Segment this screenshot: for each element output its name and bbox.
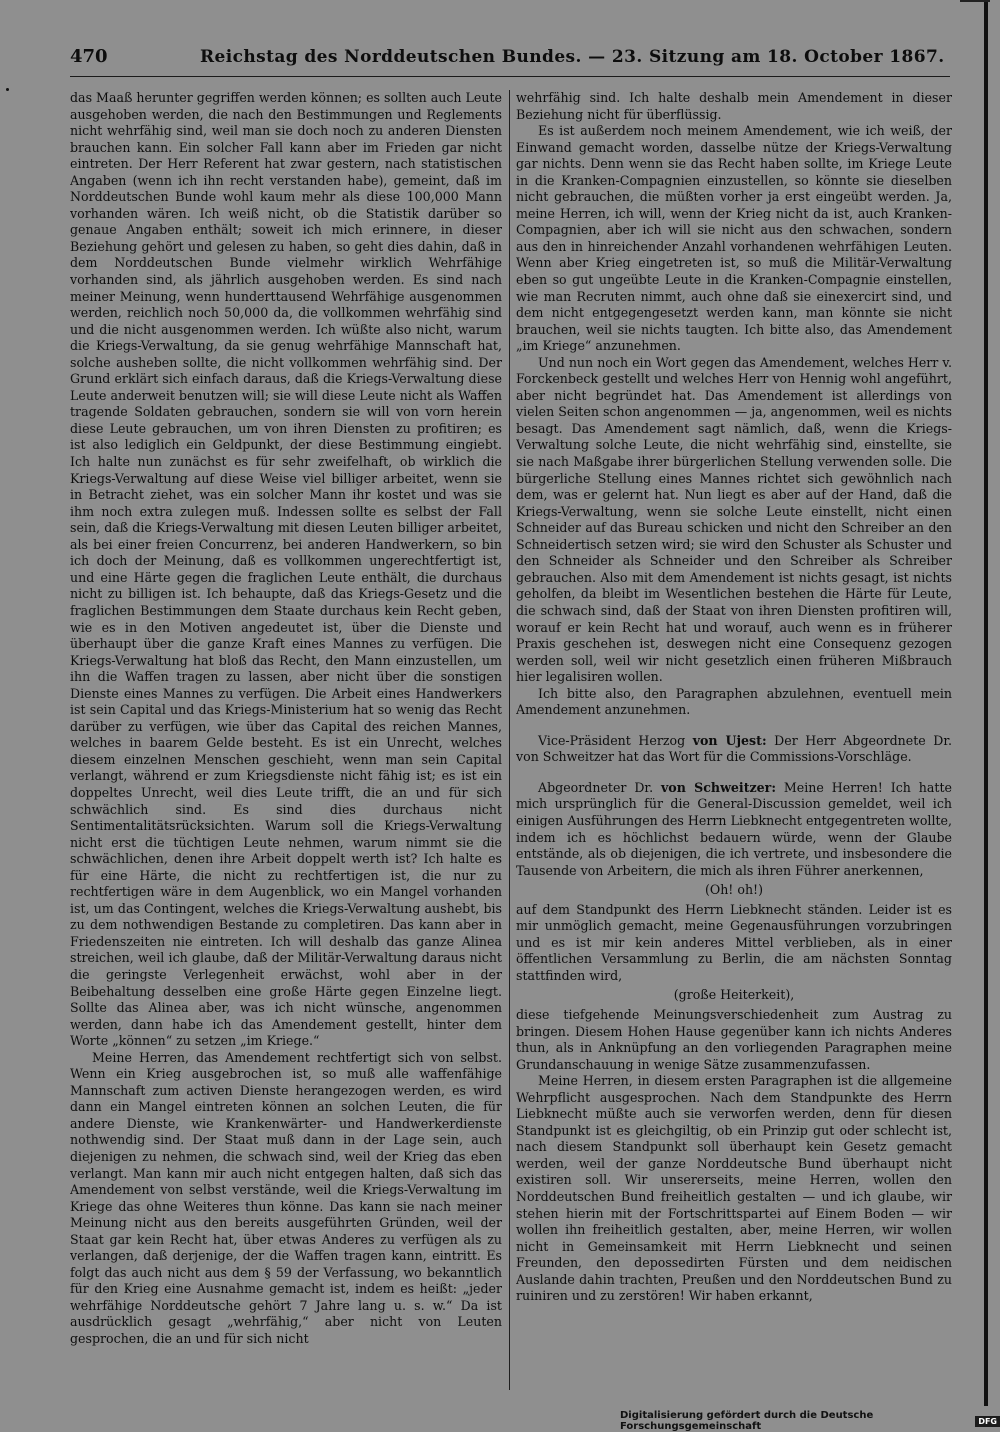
right-paragraph-4: Ich bitte also, den Paragraphen abzulehnen, eventuell mein Amendement anzunehmen. xyxy=(516,685,952,718)
right-column xyxy=(516,90,952,1390)
schweitzer-statement xyxy=(516,780,952,879)
right-paragraph-3: Und nun noch ein Wort gegen das Amendement, welches Herr v. Forckenbeck gestellt und welches Herr von Hennig wohl angeführt, aber nicht begründet hat. Das Amendement ist allerdings von vielen Seiten schon angenommen — ja, angenommen, weil es nichts besagt. Das Amendement sagt nämlich, daß, wenn die Kriegs-Verwaltung solche Leute, die nicht wehrfähig sind, einstellte, sie sie nach Maßgabe ihrer bürgerlichen Stellung verwenden solle. Die bürgerliche Stellung eines Mannes richtet sich gewöhnlich nach dem, was er gelernt hat. Nun liegt es aber auf der Hand, daß die Kriegs-Verwaltung, wenn sie solche Leute einstellt, nicht einen Schneider auf das Bureau schicken und nicht den Schreiber an den Schneidertisch setzen wird; sie wird den Schuster als Schuster und den Schneider als Schneider und den Schreiber als Schreiber gebrauchen. Also mit dem Amendement ist nichts gesagt, ist nichts geholfen, da bleibt im Wesentlichen bestehen die Härte für Leute, die schwach sind, daß der Staat von ihren Diensten profitiren will, worauf er kein Recht hat und worauf, auch wenn es in früherer Praxis geschehen ist, deswegen nicht eine Consequenz gezogen werden soll, weil wir nicht gesetzlich einen früheren Mißbrauch hier legalisiren wollen. xyxy=(516,354,952,685)
vice-president-prefix: Vice-Präsident Herzog xyxy=(538,732,693,748)
page-header xyxy=(70,46,950,77)
interjection-heiterkeit: (große Heiterkeit), xyxy=(673,987,795,1003)
schweitzer-text: Meine Herren! Ich hatte mich ursprünglich für die General-Discussion gemeldet, weil ich einigen Ausführungen des Herrn Liebknecht entgegentreten wollte, indem ich es höchlichst bedauern würde, wenn der Glaube entstände, als ob diejenigen, die ich vertrete, und insbesondere die Tausende von Arbeitern, die mich als ihren Führer anerkennen, xyxy=(516,779,952,878)
margin-mark xyxy=(6,88,9,91)
right-paragraph-wehrpflicht: Meine Herren, in diesem ersten Paragraphen ist die allgemeine Wehrpflicht ausgesprochen. Nach dem Standpunkte des Herrn Liebknecht müßte auch sie verworfen werden, denn für diesen Standpunkt ist es gleichgiltig, ob ein Prinzip gut oder schlecht ist, nach diesem Standpunkt soll überhaupt kein Gesetz gemacht werden, weil der ganze Norddeutsche Bund überhaupt nicht existiren soll. Wir unsererseits, meine Herren, wollen den Norddeutschen Bund freiheitlich gestalten — und ich glaube, wir stehen hierin mit der Fortschrittspartei auf Einem Boden — wir wollen ihn freiheitlich gestalten, aber, meine Herren, wir wollen nicht in Gemeinsamkeit mit Herrn Liebknecht und seinen Freunden, den depossedirten Fürsten und dem neidischen Auslande dahin trachten, Preußen und den Norddeutschen Bund zu ruiniren und zu zerstören! Wir haben erkannt, xyxy=(516,1073,952,1304)
right-paragraph-1: wehrfähig sind. Ich halte deshalb mein Amendement in dieser Beziehung nicht für überflüssig. xyxy=(516,90,952,122)
vice-president-statement xyxy=(516,733,952,766)
vice-president-text: Der Herr Abgeordnete Dr. von Schweitzer hat das Wort für die Commissions-Vorschläge. xyxy=(516,732,952,765)
left-paragraph-2: Meine Herren, das Amendement rechtfertigt sich von selbst. Wenn ein Krieg ausgebrochen ist, so muß alle waffenfähige Mannschaft zum activen Dienste herangezogen werden, es wird dann ein Mangel eintreten können an solchen Leuten, die für andere Dienste, wie Krankenwärter- und Handwerkerdienste nothwendig sind. Der Staat muß dann in der Lage sein, auch diejenigen zu nehmen, die schwach sind, weil der Krieg das eben verlangt. Man kann mir auch nicht entgegen halten, daß sich das Amendement von selbst verstände, weil die Kriegs-Verwaltung im Kriege das ohne Weiteres thun könne. Das kann sie nach meiner Meinung nicht aus den bereits ausgeführten Gründen, weil der Staat gar kein Recht hat, über etwas Anderes zu verfügen als zu verlangen, daß derjenige, der die Waffen tragen kann, eintritt. Es folgt das auch nicht aus dem § 59 der Verfassung, wo bekanntlich für den Krieg eine Ausnahme gemacht ist, indem es heißt: „jeder wehrfähige Norddeutsche gehört 7 Jahre lang u. s. w.“ Da ist ausdrücklich gesagt „wehrfähig,“ aber nicht von Leuten gesprochen, die an und für sich nicht xyxy=(70,1049,502,1347)
right-paragraph-standpunkt: auf dem Standpunkt des Herrn Liebknecht ständen. Leider ist es mir unmöglich gemacht, meine Gegenausführungen vorzubringen und es ist mir kein anderes Mittel verblieben, als in einer öffentlichen Versammlung zu Berlin, die am nächsten Sonntag stattfinden wird, xyxy=(516,901,952,983)
left-column xyxy=(70,90,502,1390)
page-edge-top-shadow xyxy=(960,0,990,2)
left-paragraph-1: das Maaß herunter gegriffen werden können; es sollten auch Leute ausgehoben werden, die nach den Bestimmungen und Reglements nicht wehrfähig sind, weil man sie doch noch zu anderen Diensten brauchen kann. Ein solcher Fall kann aber im Frieden gar nicht eintreten. Der Herr Referent hat zwar gestern, nach statistischen Angaben (wenn ich ihn recht verstanden habe), gemeint, daß im Norddeutschen Bunde wohl kaum mehr als diese 100,000 Mann vorhanden wären. Ich weiß nicht, ob die Statistik darüber so genaue Angaben enthält; soweit ich mich erinnere, in dieser Beziehung gehört und gelesen zu haben, so geht dies dahin, daß in dem Norddeutschen Bunde vielmehr wirklich Wehrfähige vorhanden sind, als jährlich ausgehoben werden. Es sind nach meiner Meinung, wenn hunderttausend Wehrfähige ausgenommen werden, reichlich noch 50,000 da, die vollkommen wehrfähig sind und die nicht ausgenommen werden. Ich wüßte also nicht, warum die Kriegs-Verwaltung, da sie genug wehrfähige Mannschaft hat, solche ausheben sollte, die nicht vollkommen wehrfähig sind. Der Grund erklärt sich einfach daraus, daß die Kriegs-Verwaltung diese Leute anderweit benutzen will; sie will diese Leute nicht als Waffen tragende Soldaten gebrauchen, sondern sie will von vorn herein diese Leute gebrauchen, um von ihren Diensten zu profitiren; es ist also lediglich ein Geldpunkt, der diese Bestimmung eingiebt. Ich halte nun zunächst es für sehr zweifelhaft, ob wirklich die Kriegs-Verwaltung auf diese Weise viel billiger arbeitet, wenn sie in Betracht ziehet, was ein solcher Mann ihr kostet und was sie ihm noch extra zulegen muß. Indessen sollte es selbst der Fall sein, daß die Kriegs-Verwaltung mit diesen Leuten billiger arbeitet, als bei einer freien Concurrenz, bei anderen Handwerkern, so bin ich doch der Meinung, daß es vollkommen ungerechtfertigt ist, und eine Härte gegen die fraglichen Leute enthält, die durchaus nicht zu billigen ist. Ich behaupte, daß das Kriegs-Gesetz und die fraglichen Bestimmungen dem Staate durchaus kein Recht geben, wie es in den Motiven angedeutet ist, über die Dienste und überhaupt über die ganze Kraft eines Mannes zu verfügen. Die Kriegs-Verwaltung hat bloß das Recht, den Mann einzustellen, um ihn die Waffen tragen zu lassen, aber nicht über die sonstigen Dienste eines Mannes zu verfügen. Die Arbeit eines Handwerkers ist sein Capital und das Kriegs-Ministerium hat so wenig das Recht darüber zu verfügen, wie über das Capital des reichen Mannes, welches in baarem Gelde besteht. Es ist ein Unrecht, welches diesem einzelnen Menschen geschieht, wenn man sein Capital verlangt, während er zum Kriegsdienste nicht fähig ist; es ist ein doppeltes Unrecht, weil dies Leute trifft, die an und für sich schwächlich sind. Es sind dies durchaus nicht Sentimentalitätsrücksichten. Warum soll die Kriegs-Verwaltung nicht erst die tüchtigen Leute nehmen, warum nimmt sie die schwächlichen, denen ihre Arbeit doppelt werth ist? Ich halte es für eine Härte, die nicht zu rechtfertigen ist, die nur zu rechtfertigen wäre in dem Augenblick, wo ein Mangel vorhanden ist, um das Contingent, welches die Kriegs-Verwaltung aushebt, bis zu dem nothwendigen Bestande zu completiren. Das kann aber in Friedenszeiten nie eintreten. Ich will deshalb das ganze Alinea streichen, weil ich glaube, daß der Militär-Verwaltung daraus nicht die geringste Verlegenheit erwächst, wohl aber in der Beibehaltung desselben eine große Härte gegen Einzelne liegt. Sollte das Alinea aber, was ich nicht wünsche, angenommen werden, dann habe ich das Amendement gestellt, hinter dem Worte „können“ zu setzen „im Kriege.“ xyxy=(70,90,502,1049)
schweitzer-prefix: Abgeordneter Dr. xyxy=(538,779,661,795)
schweitzer-name: von Schweitzer: xyxy=(660,779,776,795)
column-divider xyxy=(509,90,510,1390)
right-paragraph-meinungsverschiedenheit: diese tiefgehende Meinungsverschiedenheit zum Austrag zu bringen. Diesem Hohen Hause gegenüber kann ich nichts Anderes thun, als in Anknüpfung an den vorliegenden Paragraphen meine Grundanschauung in wenige Sätze zusammenzufassen. xyxy=(516,1006,952,1072)
page-number: 470 xyxy=(70,46,108,67)
vice-president-name: von Ujest: xyxy=(692,732,767,748)
digitization-credit xyxy=(620,1410,1000,1432)
page-edge-shadow xyxy=(984,0,988,1406)
running-title: Reichstag des Norddeutschen Bundes. — 23. Sitzung am 18. October 1867. xyxy=(200,47,945,67)
credit-text: Digitalisierung gefördert durch die Deutsche Forschungsgemeinschaft xyxy=(620,1410,874,1432)
right-paragraph-2: Es ist außerdem noch meinem Amendement, wie ich weiß, der Einwand gemacht worden, dasselbe nütze der Kriegs-Verwaltung gar nichts. Denn wenn sie das Recht haben sollte, im Kriege Leute in die Kranken-Compagnien einzustellen, so könnte sie dieselben nicht gebrauchen, die müßten vorher ja erst eingeübt werden. Ja, meine Herren, ich will, wenn der Krieg nicht da ist, auch Kranken-Compagnien, aber ich will sie nicht aus den schwachen, sondern aus den in hinreichender Anzahl vorhandenen wehrfähigen Leuten. Wenn aber Krieg eingetreten ist, so muß die Militär-Verwaltung eben so gut ungeübte Leute in die Kranken-Compagnie einstellen, wie man Recruten nimmt, auch ohne daß sie einexercirt sind, und dem nicht entgegengesetzt werden kann, man könnte sie nicht brauchen, weil sie nichts taugten. Ich bitte also, das Amendement „im Kriege“ anzunehmen. xyxy=(516,123,952,354)
dfg-logo: DFG xyxy=(975,1416,1000,1427)
interjection-oh: (Oh! oh!) xyxy=(704,882,764,898)
